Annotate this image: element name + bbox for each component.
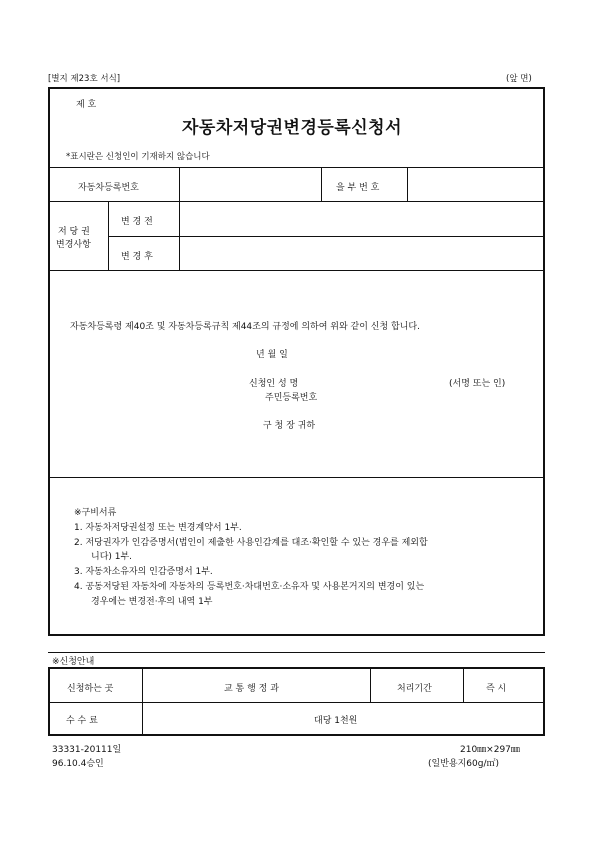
table-line bbox=[50, 702, 543, 703]
registration-number-field[interactable] bbox=[180, 168, 320, 200]
paper-type: (일반용지60g/㎡) bbox=[428, 759, 499, 769]
document-item: 경우에는 변경전·후의 내역 1부 bbox=[91, 597, 213, 607]
period-value: 즉 시 bbox=[486, 684, 507, 694]
fee-value: 대당 1천원 bbox=[314, 716, 358, 726]
after-change-label: 변 경 후 bbox=[121, 252, 153, 262]
fee-label: 수 수 료 bbox=[66, 716, 98, 726]
form-note: *표시란은 신청인이 기재하지 않습니다 bbox=[66, 152, 210, 162]
form-number-label: [별지 제23호 서식] bbox=[48, 74, 121, 84]
date-line: 년 월 일 bbox=[256, 350, 288, 360]
table-line bbox=[50, 270, 543, 271]
document-item: 니다) 1부. bbox=[91, 552, 133, 562]
approval-date: 96.10.4승인 bbox=[52, 759, 104, 769]
table-line bbox=[463, 669, 464, 702]
before-change-label: 변 경 전 bbox=[121, 217, 153, 227]
mortgage-label-line2: 변경사항 bbox=[56, 240, 91, 250]
recipient-label: 구 청 장 귀하 bbox=[263, 421, 316, 431]
table-line bbox=[370, 669, 371, 702]
office-value: 교 통 행 정 과 bbox=[224, 684, 279, 694]
registration-number-label: 자동차등록번호 bbox=[78, 183, 139, 193]
document-item: 3. 자동차소유자의 인감증명서 1부. bbox=[74, 567, 213, 577]
statement-body: 자동차등록령 제40조 및 자동차등록규칙 제44조의 규정에 의하여 위와 같이 신청 합니다. bbox=[70, 322, 420, 332]
number-label: 제 호 bbox=[76, 100, 97, 110]
page-title: 자동차저당권변경등록신청서 bbox=[182, 118, 402, 138]
period-label: 처리기간 bbox=[397, 684, 432, 694]
guide-heading: ※신청안내 bbox=[52, 657, 95, 667]
before-change-field[interactable] bbox=[180, 202, 542, 235]
mortgage-label-line1: 저 당 권 bbox=[58, 227, 90, 237]
resident-number-label: 주민등록번호 bbox=[265, 393, 318, 403]
section-divider bbox=[48, 652, 545, 653]
documents-heading: ※구비서류 bbox=[74, 508, 117, 518]
form-code: 33331-20111일 bbox=[52, 745, 122, 755]
table-line bbox=[50, 477, 543, 478]
table-line bbox=[108, 201, 109, 270]
page-side-label: (앞 면) bbox=[506, 74, 532, 84]
applicant-name-label: 신청인 성 명 bbox=[249, 379, 299, 389]
office-label: 신청하는 곳 bbox=[67, 684, 114, 694]
subsidiary-number-label: 을 부 번 호 bbox=[336, 183, 380, 193]
paper-size: 210㎜×297㎜ bbox=[460, 745, 520, 755]
document-item: 2. 저당권자가 인감증명서(법인이 제출한 사용인감계를 대조·확인할 수 있는 경우를 제외합 bbox=[74, 538, 428, 548]
table-line bbox=[321, 167, 322, 201]
signature-label: (서명 또는 인) bbox=[449, 379, 506, 389]
document-item: 4. 공동저당된 자동차에 자동차의 등록번호·차대번호·소유자 및 사용본거지의 변경이 있는 bbox=[74, 582, 425, 592]
document-item: 1. 자동차저당권설정 또는 변경계약서 1부. bbox=[74, 523, 242, 533]
after-change-field[interactable] bbox=[180, 237, 542, 269]
subsidiary-number-field[interactable] bbox=[408, 168, 542, 200]
table-line bbox=[142, 669, 143, 734]
